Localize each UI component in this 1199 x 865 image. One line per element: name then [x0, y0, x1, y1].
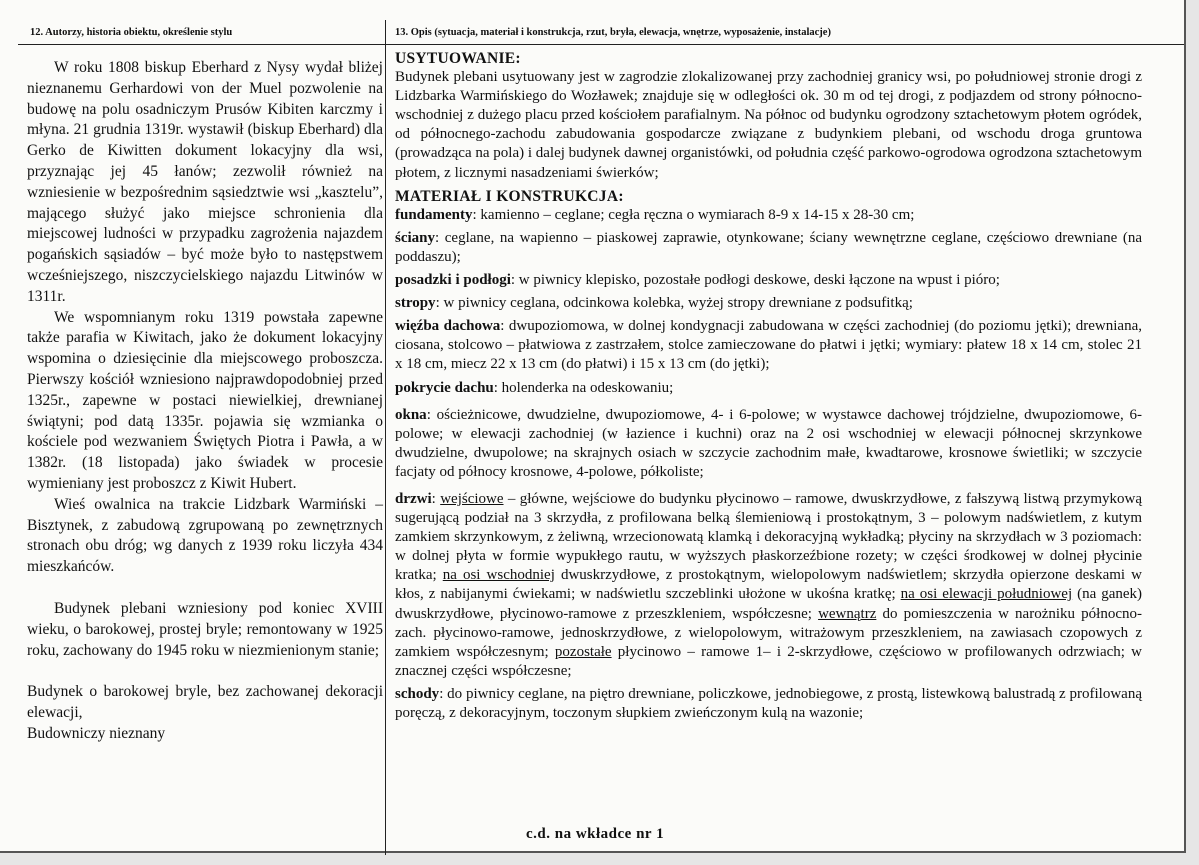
situation-title: USYTUOWANIE: [395, 50, 521, 67]
floors-entry [395, 271, 1142, 290]
term-label: posadzki i podłogi [395, 272, 511, 289]
underlined-subterm: wewnątrz [818, 605, 877, 622]
term-label: ściany [395, 229, 436, 246]
architect-note: Budowniczy nieznany [27, 724, 166, 742]
stairs-entry [395, 685, 1142, 723]
roofing-entry [395, 379, 1142, 398]
foundations-entry [395, 206, 1142, 225]
term-label: drzwi [395, 490, 432, 507]
term-text: : ościeżnicowe, dwudzielne, dwupoziomowe, 4- i 6-polowe; w wystawce dachowej trójdzielne, dwupoziomowe, 6-polowe; w elewacji zachodniej (w łazience i kuchni) oraz na 2 osi wschodniej w elewacji północnej skrzynkowe dwudzielne, dwupolowe; na skrajnych osiach w szczycie zachodnim małe, kwadtarowe, krosnowe świetliki; w szczycie facjaty od północy krosnowe, 4-polowe, półkoliste; [395, 406, 1142, 480]
underlined-subterm: na osi wschodniej [442, 567, 555, 584]
term-label: pokrycie dachu [395, 379, 494, 396]
term-text: : holenderka na odeskowaniu; [493, 379, 674, 396]
underlined-subterm: wejściowe [440, 490, 504, 507]
column-divider [385, 20, 386, 855]
history-paragraph: We wspomnianym roku 1319 powstała zapewne także parafia w Kiwitach, jako że dokument lokacyjny wspomina o dziesięcinie dla miejscowego proboszcza. Pierwszy kościół wzniesiono najprawdopodobniej przed 1325r., zapewne w postaci niewielkiej, drewnianej świątyni; pod datą 1335r. pojawia się wzmianka o kościele pod wezwaniem Świętych Piotra i Pawła, a w 1382r. (18 listopada) jako świadek w procesie wymieniany jest proboszcz z Kiwit Hubert. [27, 308, 383, 492]
section-12-heading: 12. Autorzy, historia obiektu, określenie stylu [30, 27, 233, 38]
term-text: : ceglane, na wapienno – piaskowej zaprawie, otynkowane; ściany wewnętrzne ceglane, częściowo drewniane (na poddaszu); [395, 229, 1142, 265]
term-text: dwuskrzydłowe, z prostokątnym, wielopolowym nadświetlem; skrzydła opierzone deskami w kłos, z nabijanymi ćwiekami; w nadświetlu szczeblinki ułożone w ukośna kratkę; [395, 567, 1142, 603]
term-text: płycinowo – ramowe 1– i 2-skrzydłowe, częściowo w profilowanych odrzwiach; w znacznej części współczesne; [395, 643, 1142, 679]
term-label: więźba dachowa [395, 318, 501, 335]
history-paragraph: Wieś owalnica na trakcie Lidzbark Warmiński – Bisztynek, z zabudową zgrupowaną po zewnętrznych stronach obu dróg; wg danych z 1939 roku liczyła 434 mieszkańców. [27, 495, 383, 576]
history-column [27, 58, 383, 745]
term-text: : [431, 490, 441, 507]
windows-entry [395, 406, 1142, 482]
term-label: okna [395, 406, 427, 423]
term-text: : w piwnicy klepisko, pozostałe podłogi deskowe, deski łączone na wpust i pióro; [510, 272, 1000, 289]
ceilings-entry [395, 294, 1142, 313]
term-text: : w piwnicy ceglana, odcinkowa kolebka, wyżej stropy drewniane z podsufitką; [435, 295, 913, 312]
header-divider [18, 44, 1184, 45]
scan-edge-right [1186, 0, 1199, 865]
scan-edge-bottom [0, 853, 1199, 865]
continuation-note: c.d. na wkładce nr 1 [526, 826, 665, 842]
walls-entry [395, 229, 1142, 267]
history-paragraph: W roku 1808 biskup Eberhard z Nysy wydał bliżej nieznanemu Gerhardowi von der Muel pozwolenie na budowę na polu osadniczym Prusów Kibiten karczmy i młyna. 21 grudnia 1319r. wystawił (biskup Eberhard) dla Gerko de Kiwitten dokument lokacyjny dla wsi, przyznając jej 45 łanów; zezwolił również na wzniesienie w bezpośrednim sąsiedztwie wsi „kasztelu”, mającego służyć jako miejsce schronienia dla miejscowej ludności w przypadku zagrożenia najazdem pogańskich sąsiadów – być może było to następstwem wcześniejszego, niszczycielskiego najazdu Litwinów w 1311r. [27, 59, 383, 305]
history-paragraph: Budynek plebani wzniesiony pod koniec XVIII wieku, o barokowej, prostej bryle; remontowany w 1925 roku, zachowany do 1945 roku w niezmienionym stanie; [27, 599, 383, 659]
underlined-subterm: na osi elewacji południowej [900, 586, 1073, 603]
style-note: Budynek o barokowej bryle, bez zachowanej dekoracji elewacji, [27, 683, 383, 722]
term-text: (na ganek) dwuskrzydłowe, płycinowo-ramowe z przeszkleniem, współczesne; [395, 586, 1143, 622]
material-title: MATERIAŁ I KONSTRUKCJA: [395, 187, 624, 205]
term-label: fundamenty [395, 206, 473, 223]
section-13-heading: 13. Opis (sytuacja, materiał i konstrukcja, rzut, bryła, elewacja, wnętrze, wyposażenie, instalacje) [395, 27, 831, 38]
doors-entry [395, 490, 1142, 681]
term-text: : kamienno – ceglane; cegła ręczna o wymiarach 8-9 x 14-15 x 28-30 cm; [472, 206, 915, 223]
term-text: do pomieszczenia w narożniku północno-zach. płycinowo-ramowe, jednoskrzydłowe, z wielopolowym, witrażowym przeszkleniem, na zawiasach czopowych z zamkiem współczesnym; [395, 605, 1142, 660]
description-column [395, 49, 1142, 723]
term-label: schody [395, 685, 440, 702]
situation-text: Budynek plebani usytuowany jest w zagrodzie zlokalizowanej przy zachodniej granicy wsi, po południowej stronie drogi z Lidzbarka Warmińskiego do Wozławek; znajduje się w odległości ok. 30 m od tej drogi, z podjazdem od strony północno-wschodniej z dużego placu przed kościołem parafialnym. Na północ od budynku ogrodzony sztachetowym płotem ogródek, od północnego-zachodu zabudowania gospodarcze związane z budynkiem plebani, od wschodu droga gruntowa (prowadząca na pola) i dalej budynek dawnej organistówki, od południa część parkowo-ogrodowa ogrodzona sztachetowym płotem, z licznymi nasadzeniami świerków; [395, 69, 1142, 181]
roof-truss-entry [395, 317, 1142, 374]
term-text: : do piwnicy ceglane, na piętro drewniane, policzkowe, jednobiegowe, z prostą, listewkową balustradą z profilowaną poręczą, z dekoracyjnym, toczonym słupkiem zwieńczonym kulą na wazonie; [395, 685, 1142, 721]
term-text: : dwupoziomowa, w dolnej kondygnacji zabudowana w części zachodniej (do poziomu jętki); drewniana, ciosana, stolcowo – płatwiowa z zastrzałem, stolce zamieczowane do płatwi i jętki; wymiary: płatew 18 x 14 cm, stolec 21 x 18 cm, miecz 22 x 13 cm (do płatwi) i 15 x 13 cm (do jętki); [395, 318, 1142, 373]
term-label: stropy [395, 295, 436, 312]
term-text: – główne, wejściowe do budynku płycinowo – ramowe, dwuskrzydłowe, z fałszywą listwą przymykową sugerującą podział na 3 skrzydła, z profilowana belką ślemieniową i prostokątnym, 3 – polowym nadświetlem, z kutym zamkiem skrzynkowym, z żeliwną, wrzecionowatą klamką i dekoracyjną wykładką; płyciny na skrzydłach w 3 poziomach: w dolnej płyta w formie wypukłego rautu, w wyższych płaskorzeźbione rozety; w części środkowej w dolnej płycinie kratka; [395, 490, 1142, 584]
underlined-subterm: pozostałe [554, 643, 612, 660]
